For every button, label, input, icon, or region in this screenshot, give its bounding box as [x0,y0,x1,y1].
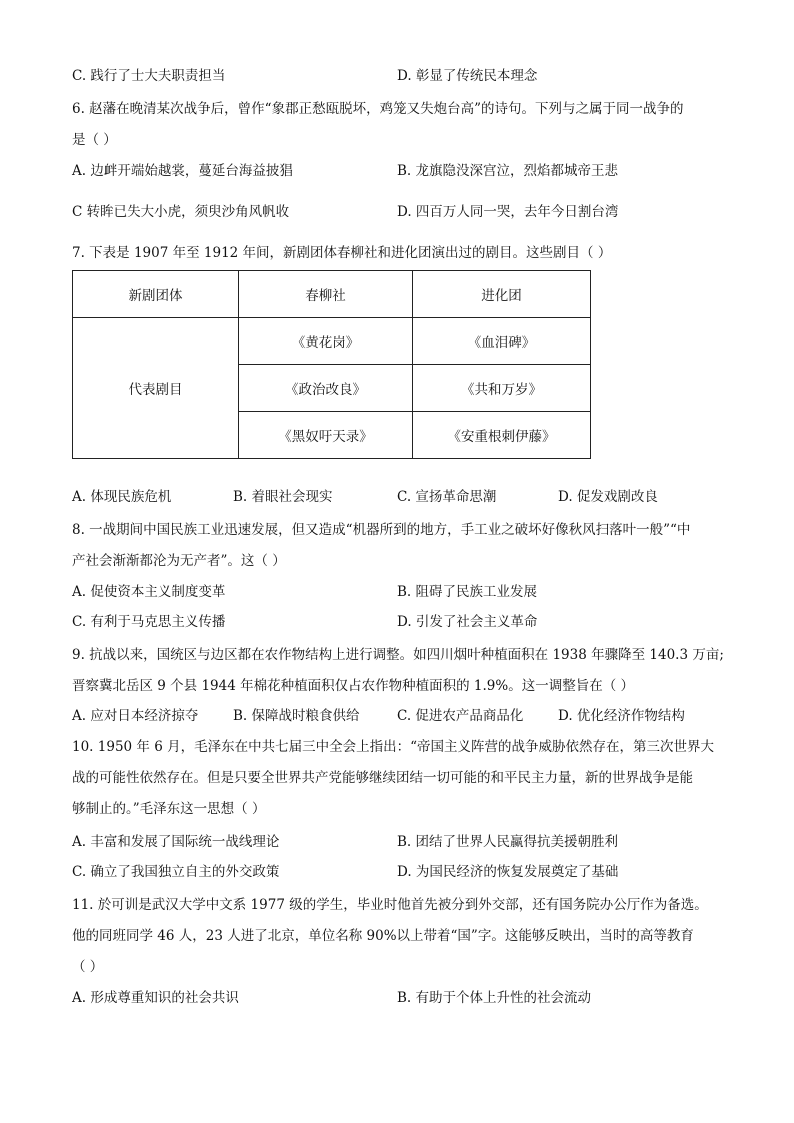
table-cell: 《血泪碑》 [413,318,591,365]
q11-stem-line1: 11. 於可训是武汉大学中文系 1977 级的学生，毕业时他首先被分到外交部，还有国务院办公厅作为备选。 [72,897,708,913]
table-header-cell: 进化团 [413,271,591,318]
q6-stem-line2: 是（ ） [72,132,117,148]
table-cell: 《安重根刺伊藤》 [413,412,591,459]
table-cell: 《黄花岗》 [239,318,413,365]
q10-option-c: C. 确立了我国独立自主的外交政策 [72,864,280,880]
q10-stem-line1: 10. 1950 年 6 月，毛泽东在中共七届三中全会上指出：“帝国主义阵营的战争威胁依然存在，第三次世界大 [72,739,714,755]
q10-option-d: D. 为国民经济的恢复发展奠定了基础 [397,864,619,880]
q8-stem-line2: 产社会渐渐都沦为无产者”。这（ ） [72,553,286,569]
q7-stem: 7. 下表是 1907 年至 1912 年间，新剧团体春柳社和进化团演出过的剧目。这些剧目（ ） [72,245,612,261]
table-header-row [73,271,591,318]
repertoire-table [72,270,591,459]
q11-option-b: B. 有助于个体上升性的社会流动 [397,990,592,1006]
q8-option-c: C. 有利于马克思主义传播 [72,614,226,630]
q7-option-d: D. 促发戏剧改良 [558,489,658,505]
table-header-cell: 新剧团体 [73,271,239,318]
q6-option-b: B. 龙旗隐没深宫泣，烈焰都城帝王悲 [397,163,619,179]
q11-option-a: A. 形成尊重知识的社会共识 [72,990,239,1006]
q6-option-a: A. 边衅开端始越裳，蔓延台海益披猖 [72,163,293,179]
q10-option-b: B. 团结了世界人民赢得抗美援朝胜利 [397,834,619,850]
q8-option-b: B. 阻碍了民族工业发展 [397,584,538,600]
q5-option-c: C. 践行了士大夫职责担当 [72,68,226,84]
q10-option-a: A. 丰富和发展了国际统一战线理论 [72,834,280,850]
q11-stem-line3: （ ） [72,959,104,975]
q7-option-c: C. 宣扬革命思潮 [397,489,497,505]
q7-option-a: A. 体现民族危机 [72,489,172,505]
table-cell: 《黑奴吁天录》 [239,412,413,459]
table-cell: 《共和万岁》 [413,365,591,412]
table-header-cell: 春柳社 [239,271,413,318]
q9-option-d: D. 优化经济作物结构 [558,708,685,724]
q9-option-a: A. 应对日本经济掠夺 [72,708,199,724]
q5-option-d: D. 彰显了传统民本理念 [397,68,538,84]
q10-stem-line3: 够制止的。”毛泽东这一思想（ ） [72,801,266,817]
q10-stem-line2: 战的可能性依然存在。但是只要全世界共产党能够继续团结一切可能的和平民主力量，新的世界战争是能 [72,770,693,786]
q8-stem-line1: 8. 一战期间中国民族工业迅速发展，但又造成“机器所到的地方，手工业之破坏好像秋风扫落叶一般”“中 [72,522,691,538]
q11-stem-line2: 他的同班同学 46 人，23 人进了北京，单位名称 90%以上带着“国”字。这能够反映出，当时的高等教育 [72,928,694,944]
q9-stem-line1: 9. 抗战以来，国统区与边区都在农作物结构上进行调整。如四川烟叶种植面积在 1938 年骤降至 140.3 万亩; [72,647,724,663]
table-row [73,318,591,365]
q9-stem-line2: 晋察冀北岳区 9 个县 1944 年棉花种植面积仅占农作物种植面积的 1.9%。这一调整旨在（ ） [72,678,634,694]
q6-option-c: C 转眸已失大小虎，须臾沙角风帆收 [72,204,290,220]
q9-option-b: B. 保障战时粮食供给 [233,708,360,724]
q8-option-d: D. 引发了社会主义革命 [397,614,538,630]
q7-option-b: B. 着眼社会现实 [233,489,333,505]
q8-option-a: A. 促使资本主义制度变革 [72,584,226,600]
q6-option-d: D. 四百万人同一哭，去年今日割台湾 [397,204,619,220]
table-cell: 《政治改良》 [239,365,413,412]
q9-option-c: C. 促进农产品商品化 [397,708,524,724]
q6-stem-line1: 6. 赵藩在晚清某次战争后，曾作“象郡正愁瓯脱坏，鸡笼又失炮台高”的诗句。下列与之属于同一战争的 [72,101,684,117]
table-row-label: 代表剧目 [73,318,239,459]
